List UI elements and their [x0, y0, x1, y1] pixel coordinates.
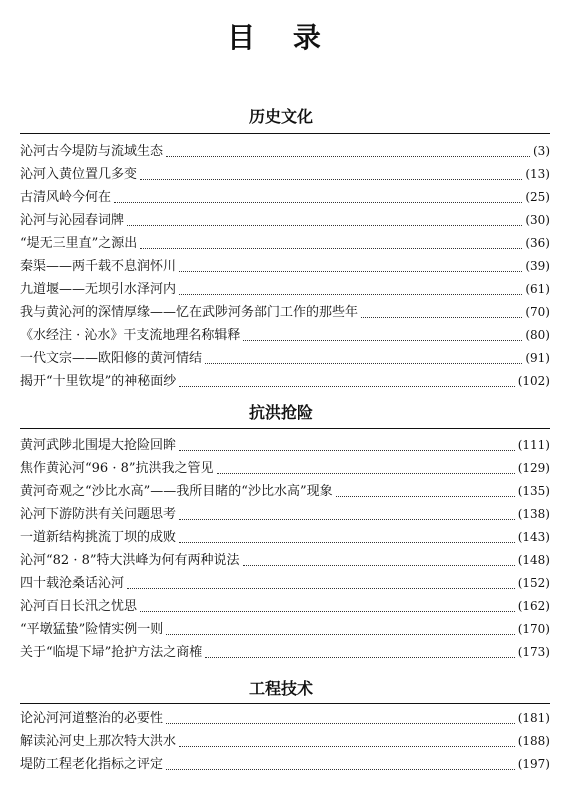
toc-entry-page: (188): [517, 734, 550, 748]
page-title: 目 录: [227, 21, 335, 54]
toc-entry-title: 论沁河河道整治的必要性: [20, 711, 164, 726]
toc-entry[interactable]: [20, 618, 550, 641]
toc-entry-title: 沁河下游防洪有关问题思考: [20, 507, 177, 522]
section-entries-history: [20, 140, 550, 393]
toc-entry-title: 黄河武陟北围堤大抢险回眸: [20, 438, 177, 453]
dot-leader: [166, 155, 530, 157]
dot-leader: [361, 316, 522, 318]
toc-entry-page: (91): [525, 351, 550, 365]
toc-entry-title: “堤无三里直”之源出: [20, 236, 138, 251]
toc-entry-page: (102): [517, 374, 550, 388]
toc-entry-title: 《水经注 · 沁水》干支流地理名称辑释: [20, 328, 241, 343]
toc-entry[interactable]: [20, 434, 550, 457]
dot-leader: [179, 449, 515, 451]
toc-entry-page: (181): [517, 711, 550, 725]
toc-entry-title: 我与黄沁河的深情厚缘——忆在武陟河务部门工作的那些年: [20, 305, 359, 320]
dot-leader: [127, 587, 515, 589]
toc-entry-title: 秦渠——两千载不息润怀川: [20, 259, 177, 274]
section-heading-flood-fighting: 抗洪抢险: [248, 403, 313, 422]
toc-entry[interactable]: [20, 301, 550, 324]
toc-entry-page: (3): [533, 144, 550, 158]
section-divider: [20, 133, 550, 134]
dot-leader: [179, 518, 515, 520]
section-heading-engineering: 工程技术: [248, 679, 313, 698]
toc-entry-page: (30): [525, 213, 550, 227]
toc-entry[interactable]: [20, 641, 550, 664]
toc-entry[interactable]: [20, 278, 550, 301]
toc-entry-page: (148): [517, 553, 550, 567]
toc-entry-page: (197): [517, 757, 550, 771]
toc-entry-page: (13): [525, 167, 550, 181]
toc-entry-page: (143): [517, 530, 550, 544]
toc-entry-title: 沁河“82 · 8”特大洪峰为何有两种说法: [20, 553, 240, 568]
toc-entry[interactable]: [20, 209, 550, 232]
toc-entry[interactable]: [20, 140, 550, 163]
dot-leader: [166, 633, 514, 635]
dot-leader: [243, 339, 522, 341]
toc-entry-page: (162): [517, 599, 550, 613]
toc-entry-title: 沁河与沁园春词牌: [20, 213, 125, 228]
dot-leader: [217, 472, 515, 474]
toc-entry-title: 解读沁河史上那次特大洪水: [20, 734, 177, 749]
toc-entry-title: 沁河古今堤防与流域生态: [20, 144, 164, 159]
toc-entry-title: 揭开“十里钦堤”的神秘面纱: [20, 374, 177, 389]
toc-entry[interactable]: [20, 526, 550, 549]
toc-entry-page: (80): [525, 328, 550, 342]
toc-entry-title: 四十载沧桑话沁河: [20, 576, 125, 591]
toc-entry-page: (111): [517, 438, 550, 452]
toc-entry[interactable]: [20, 572, 550, 595]
toc-entry[interactable]: [20, 595, 550, 618]
dot-leader: [179, 745, 515, 747]
toc-entry-title: 关于“临堤下埽”抢护方法之商榷: [20, 645, 203, 660]
toc-entry[interactable]: [20, 480, 550, 503]
dot-leader: [205, 656, 514, 658]
toc-entry[interactable]: [20, 163, 550, 186]
toc-entry-title: 沁河入黄位置几多变: [20, 167, 138, 182]
toc-entry[interactable]: [20, 707, 550, 730]
dot-leader: [166, 768, 515, 770]
toc-entry-title: 焦作黄沁河“96 · 8”抗洪我之管见: [20, 461, 214, 476]
section-entries-flood-fighting: [20, 434, 550, 664]
dot-leader: [179, 293, 522, 295]
dot-leader: [243, 564, 515, 566]
toc-entry[interactable]: [20, 549, 550, 572]
dot-leader: [114, 201, 522, 203]
toc-entry[interactable]: [20, 730, 550, 753]
toc-entry[interactable]: [20, 347, 550, 370]
dot-leader: [179, 270, 522, 272]
section-divider: [20, 428, 550, 429]
toc-entry-page: (39): [525, 259, 550, 273]
dot-leader: [336, 495, 515, 497]
toc-entry-page: (70): [525, 305, 550, 319]
toc-entry-title: 黄河奇观之“沙比水高”——我所目睹的“沙比水高”现象: [20, 484, 333, 499]
toc-entry[interactable]: [20, 753, 550, 776]
toc-entry-title: 古清风岭今何在: [20, 190, 112, 205]
toc-entry-page: (25): [525, 190, 550, 204]
toc-entry[interactable]: [20, 232, 550, 255]
dot-leader: [166, 722, 515, 724]
dot-leader: [140, 178, 522, 180]
toc-entry[interactable]: [20, 186, 550, 209]
toc-entry[interactable]: [20, 255, 550, 278]
toc-entry-title: 九道堰——无坝引水泽河内: [20, 282, 177, 297]
toc-entry-page: (138): [517, 507, 550, 521]
toc-entry-page: (173): [517, 645, 550, 659]
toc-entry[interactable]: [20, 324, 550, 347]
section-divider: [20, 703, 550, 704]
toc-entry-page: (129): [517, 461, 550, 475]
dot-leader: [179, 541, 515, 543]
toc-entry-page: (152): [517, 576, 550, 590]
dot-leader: [205, 362, 522, 364]
dot-leader: [127, 224, 522, 226]
toc-entry-page: (36): [525, 236, 550, 250]
toc-entry-page: (135): [517, 484, 550, 498]
toc-entry-title: “平墩猛蛰”险情实例一则: [20, 622, 164, 637]
toc-entry-title: 沁河百日长汛之忧思: [20, 599, 138, 614]
toc-entry-page: (170): [517, 622, 550, 636]
toc-entry-title: 一代文宗——欧阳修的黄河情结: [20, 351, 203, 366]
toc-entry-page: (61): [525, 282, 550, 296]
toc-entry[interactable]: [20, 503, 550, 526]
dot-leader: [179, 385, 514, 387]
dot-leader: [140, 610, 515, 612]
toc-entry[interactable]: [20, 457, 550, 480]
toc-entry-title: 一道新结构挑流丁坝的成败: [20, 530, 177, 545]
section-entries-engineering: [20, 707, 550, 776]
section-heading-history: 历史文化: [248, 107, 313, 126]
toc-entry-title: 堤防工程老化指标之评定: [20, 757, 164, 772]
toc-entry[interactable]: [20, 370, 550, 393]
dot-leader: [140, 247, 522, 249]
